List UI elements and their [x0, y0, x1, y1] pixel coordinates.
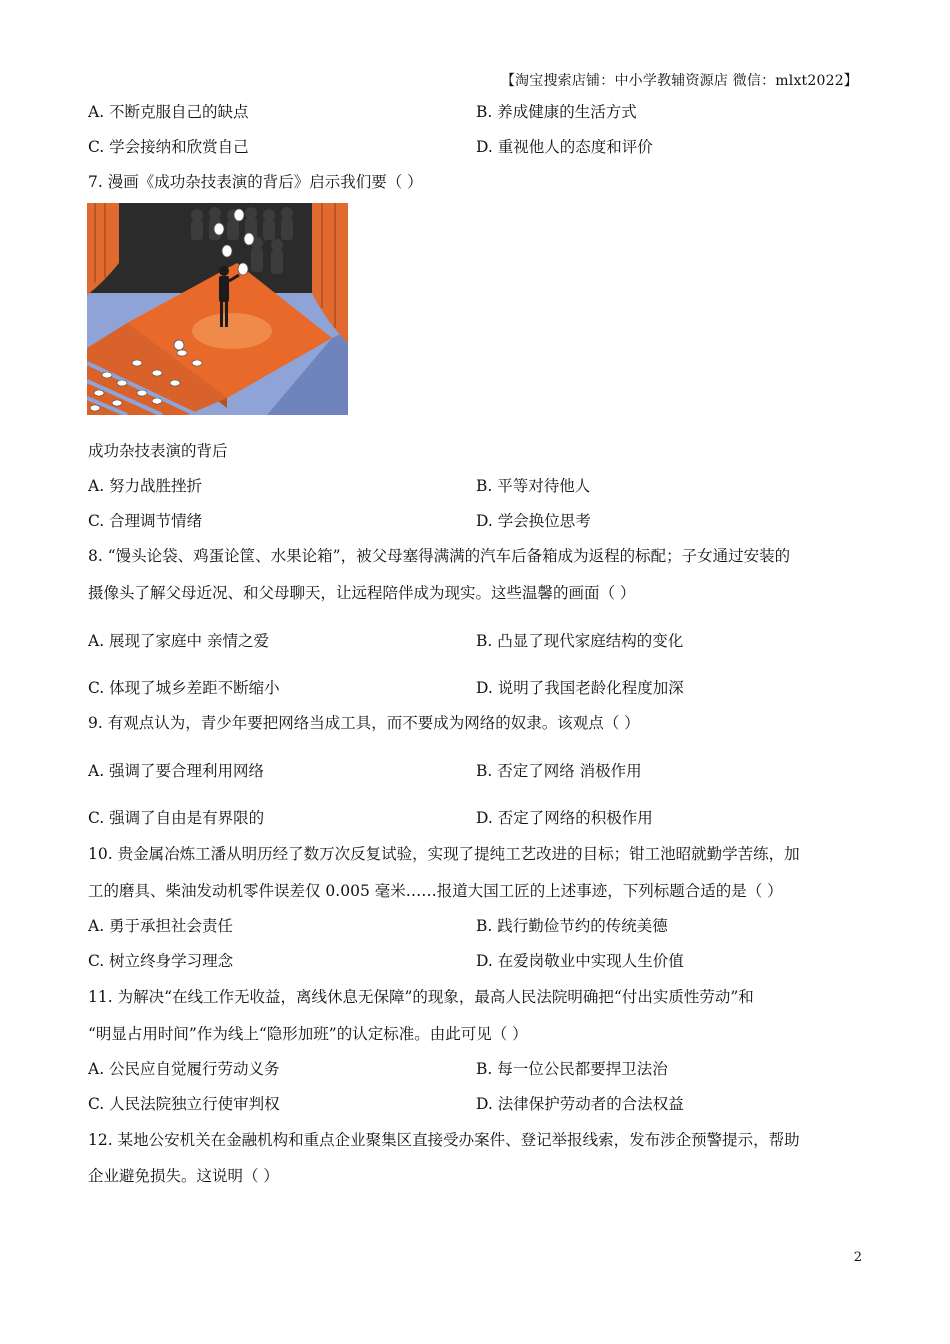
q10-option-d: D. 在爱岗敬业中实现人生价值: [476, 952, 684, 970]
q11-stem-line2: “明显占用时间”作为线上“隐形加班”的认定标准。由此可见（ ）: [88, 1025, 528, 1043]
q6-option-c: C. 学会接纳和欣赏自己: [88, 138, 249, 156]
q8-stem-line2: 摄像头了解父母近况、和父母聊天，让远程陪伴成为现实。这些温馨的画面（ ）: [88, 584, 636, 602]
q10-stem-line1: 10. 贵金属冶炼工潘从明历经了数万次反复试验，实现了提纯工艺改进的目标；钳工池昭就勤学苦练，加: [88, 845, 800, 863]
header-watermark-note: 【淘宝搜索店铺：中小学教辅资源店 微信：mlxt2022】: [500, 73, 858, 89]
q6-option-b: B. 养成健康的生活方式: [476, 103, 637, 121]
q12-stem-line1: 12. 某地公安机关在金融机构和重点企业聚集区直接受办案件、登记举报线索，发布涉企预警提示，帮助: [88, 1131, 800, 1149]
q6-option-d: D. 重视他人的态度和评价: [476, 138, 653, 156]
q9-stem: 9. 有观点认为，青少年要把网络当成工具，而不要成为网络的奴隶。该观点（ ）: [88, 714, 640, 732]
q11-option-d: D. 法律保护劳动者的合法权益: [476, 1095, 684, 1113]
q9-option-c: C. 强调了自由是有界限的: [88, 809, 265, 827]
q6-option-a: A. 不断克服自己的缺点: [88, 103, 249, 121]
q12-stem-line2: 企业避免损失。这说明（ ）: [88, 1167, 279, 1185]
q9-option-b: B. 否定了网络 消极作用: [476, 762, 642, 780]
page-number: 2: [853, 1250, 862, 1265]
q9-option-a: A. 强调了要合理利用网络: [88, 762, 265, 780]
q10-option-c: C. 树立终身学习理念: [88, 952, 234, 970]
q8-option-d: D. 说明了我国老龄化程度加深: [476, 679, 684, 697]
q10-option-b: B. 践行勤俭节约的传统美德: [476, 917, 668, 935]
q7-image-caption: 成功杂技表演的背后: [88, 442, 228, 460]
q8-option-a: A. 展现了家庭中 亲情之爱: [88, 632, 269, 650]
q9-option-d: D. 否定了网络的积极作用: [476, 809, 653, 827]
q10-stem-line2: 工的磨具、柴油发动机零件误差仅 0.005 毫米……报道大国工匠的上述事迹，下列标题合适的是（ ）: [88, 882, 783, 900]
q8-option-c: C. 体现了城乡差距不断缩小: [88, 679, 280, 697]
acrobat-cartoon-image: [87, 203, 348, 415]
q7-stem: 7. 漫画《成功杂技表演的背后》启示我们要（ ）: [88, 173, 423, 191]
q8-option-b: B. 凸显了现代家庭结构的变化: [476, 632, 684, 650]
q7-option-a: A. 努力战胜挫折: [88, 477, 203, 495]
q11-option-a: A. 公民应自觉履行劳动义务: [88, 1060, 280, 1078]
q11-option-c: C. 人民法院独立行使审判权: [88, 1095, 280, 1113]
q8-stem-line1: 8. “馒头论袋、鸡蛋论筐、水果论箱”，被父母塞得满满的汽车后备箱成为返程的标配；子女通过安装的: [88, 547, 791, 565]
q11-stem-line1: 11. 为解决“在线工作无收益，离线休息无保障”的现象，最高人民法院明确把“付出实质性劳动”和: [88, 988, 754, 1006]
q11-option-b: B. 每一位公民都要捍卫法治: [476, 1060, 668, 1078]
q7-option-d: D. 学会换位思考: [476, 512, 591, 530]
q10-option-a: A. 勇于承担社会责任: [88, 917, 234, 935]
q7-option-c: C. 合理调节情绪: [88, 512, 203, 530]
q7-option-b: B. 平等对待他人: [476, 477, 591, 495]
